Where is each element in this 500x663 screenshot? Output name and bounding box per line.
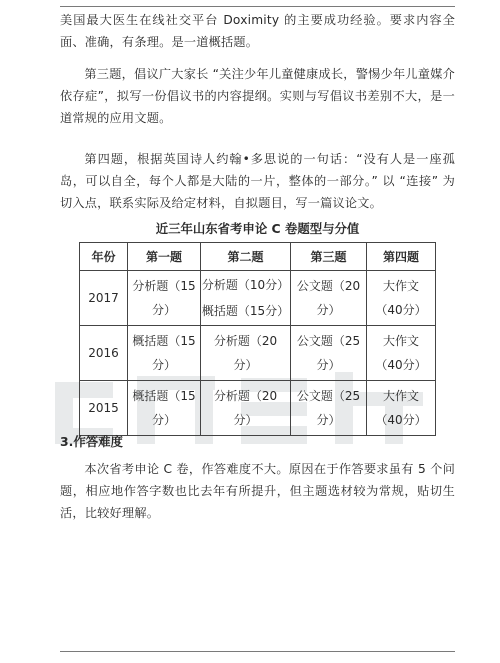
cell-year: 2017 <box>80 271 128 326</box>
paragraph-q4-description: 第四题，根据英国诗人约翰•多思说的一句话：“没有人是一座孤岛，可以自全，每个人都是大陆的一片，整体的一部分。” 以 “连接” 为切入点，联系实际及给定材料，自拟题目，写一篇议论文。 <box>60 152 455 210</box>
cell-q2-part-a: 分析题（10分） <box>201 278 290 292</box>
cell-year: 2015 <box>80 381 128 436</box>
table-caption: 近三年山东省考申论 C 卷题型与分值 <box>155 221 360 236</box>
cell-q1: 概括题（15分） <box>128 326 201 381</box>
cell-q1: 概括题（15分） <box>128 381 201 436</box>
cell-q3: 公文题（20分） <box>291 271 367 326</box>
cell-q2: 分析题（20分） <box>201 326 291 381</box>
cell-q1: 分析题（15分） <box>128 271 201 326</box>
cell-q4: 大作文（40分） <box>367 381 436 436</box>
cell-year: 2016 <box>80 326 128 381</box>
table-header-row <box>80 243 436 271</box>
cell-q4: 大作文（40分） <box>367 271 436 326</box>
header-year: 年份 <box>80 243 128 271</box>
cell-q3: 公文题（25分） <box>291 326 367 381</box>
section-title-difficulty: 3.作答难度 <box>60 434 123 449</box>
bottom-rule <box>60 651 455 652</box>
header-q3: 第三题 <box>291 243 367 271</box>
table-row <box>80 381 436 436</box>
cell-q4: 大作文（40分） <box>367 326 436 381</box>
paragraph-q3-description: 第三题，倡议广大家长 “关注少年儿童健康成长，警惕少年儿童媒介依存症”，拟写一份倡议书的内容提纲。实则与写倡议书差别不大，是一道常规的应用文题。 <box>60 67 455 125</box>
table-row <box>80 271 436 326</box>
cell-q2: 分析题（20分） <box>201 381 291 436</box>
header-q4: 第四题 <box>367 243 436 271</box>
top-rule <box>60 6 455 7</box>
paragraph-difficulty: 本次省考申论 C 卷，作答难度不大。原因在于作答要求虽有 5 个问题，相应地作答字数也比去年有所提升，但主题选材较为常规，贴切生活，比较好理解。 <box>60 462 455 520</box>
score-table <box>79 242 436 436</box>
cell-q2 <box>201 271 291 326</box>
header-q1: 第一题 <box>128 243 201 271</box>
table-row <box>80 326 436 381</box>
cell-q3: 公文题（25分） <box>291 381 367 436</box>
header-q2: 第二题 <box>201 243 291 271</box>
cell-q2-part-b: 概括题（15分） <box>201 304 290 318</box>
paragraph-q2-summary: 美国最大医生在线社交平台 Doximity 的主要成功经验。要求内容全面、准确，有条理。是一道概括题。 <box>60 13 455 49</box>
